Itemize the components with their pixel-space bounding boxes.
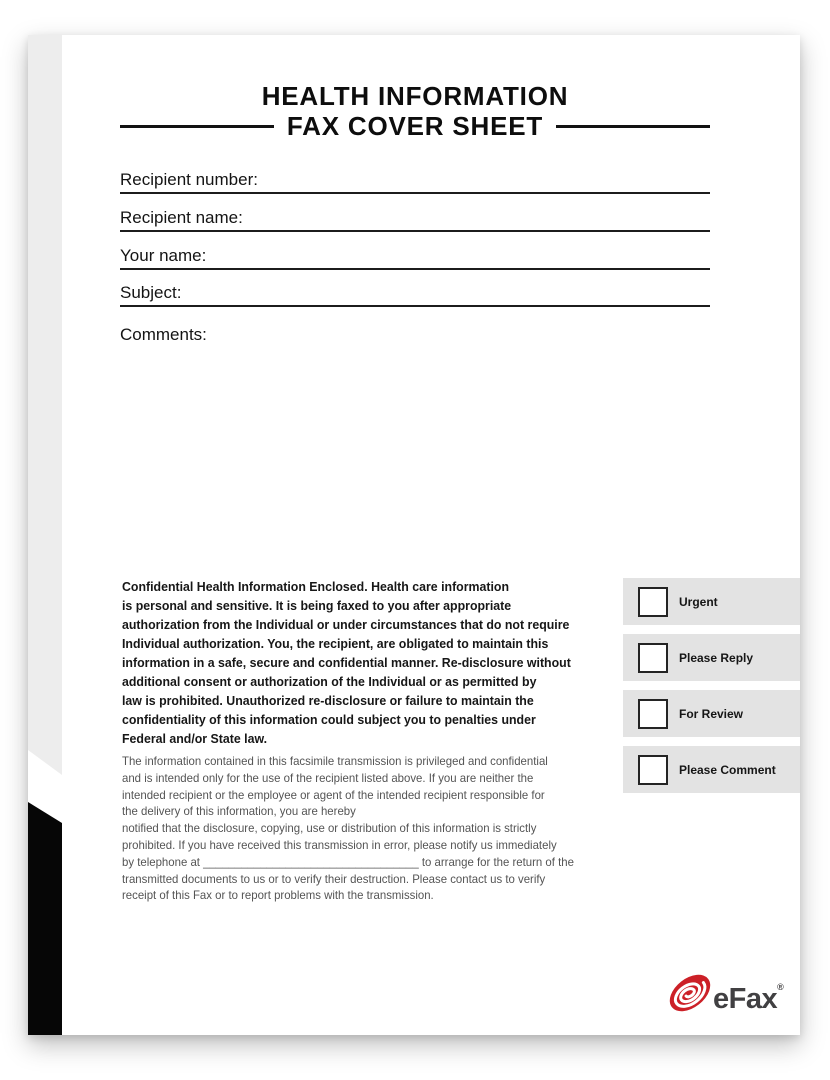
disclaimer-line: by telephone at __________________________________ to arrange for the return of the — [122, 854, 574, 869]
disclaimer-line: The information contained in this facsimile transmission is privileged and confidential — [122, 754, 548, 768]
disclaimer-line: prohibited. If you have received this transmission in error, please notify us immediately — [122, 837, 557, 852]
field-comments[interactable] — [120, 325, 710, 347]
title-block — [120, 81, 710, 141]
checkbox-label: Please Comment — [679, 762, 776, 777]
please-reply-checkbox[interactable] — [638, 643, 668, 673]
please-comment-checkbox[interactable] — [638, 755, 668, 785]
checkbox-label: For Review — [679, 706, 744, 721]
checkbox-row-please-comment — [623, 746, 800, 793]
disclaimer-line: receipt of this Fax or to report problems with the transmission. — [122, 888, 434, 903]
field-your-name[interactable] — [120, 246, 710, 270]
disclaimer-line: the delivery of this information, you are hereby — [122, 804, 356, 819]
disclaimer-line: transmitted documents to us or to verify their destruction. Please contact us to verify — [122, 871, 546, 886]
checkbox-label: Please Reply — [679, 650, 754, 665]
field-subject[interactable] — [120, 283, 710, 307]
notice-line: confidentiality of this information could subject you to penalties under — [122, 712, 536, 727]
field-label: Subject: — [120, 283, 182, 302]
for-review-checkbox[interactable] — [638, 699, 668, 729]
notice-line: Individual authorization. You, the recipient, are obligated to maintain this — [122, 636, 549, 651]
efax-logo — [664, 963, 783, 1023]
field-label: Recipient number: — [120, 170, 258, 189]
page-title-line1: HEALTH INFORMATION — [261, 81, 569, 111]
disclaimer-fine-print — [122, 753, 574, 904]
notice-line: is personal and sensitive. It is being faxed to you after appropriate — [122, 598, 512, 613]
page-title-line2: FAX COVER SHEET — [286, 110, 544, 141]
disclaimer-line: notified that the disclosure, copying, use or distribution of this information is strictly — [122, 821, 537, 836]
notice-line: information in a safe, secure and confidential manner. Re-disclosure without — [122, 655, 571, 670]
notice-line: law is prohibited. Unauthorized re-disclosure or failure to maintain the — [122, 693, 534, 708]
field-recipient-number[interactable] — [120, 170, 710, 194]
checkbox-row-please-reply — [623, 634, 800, 681]
left-accent-gray — [28, 35, 62, 775]
notice-line: Federal and/or State law. — [122, 731, 268, 746]
confidential-notice-bold — [122, 577, 571, 748]
notice-line: Confidential Health Information Enclosed. Health care information — [122, 579, 510, 594]
disclaimer-line: and is intended only for the use of the recipient listed above. If you are neither the — [122, 770, 534, 785]
title-right-rule — [556, 125, 710, 128]
notice-line: authorization from the Individual or under circumstances that do not require — [122, 617, 570, 632]
field-recipient-name[interactable] — [120, 208, 710, 232]
title-left-rule — [120, 125, 274, 128]
fax-cover-sheet-page — [28, 35, 800, 1035]
urgent-checkbox[interactable] — [638, 587, 668, 617]
disclaimer-line: intended recipient or the employee or agent of the intended recipient responsible for — [122, 787, 545, 802]
field-label: Your name: — [120, 246, 207, 265]
notice-line: additional consent or authorization of the Individual or as permitted by — [122, 674, 537, 689]
efax-swirl-icon — [664, 968, 720, 1018]
checkbox-label: Urgent — [679, 594, 718, 609]
left-accent-black — [28, 802, 62, 1035]
field-label: Comments: — [120, 325, 207, 344]
registered-mark: ® — [777, 982, 784, 992]
checkbox-row-urgent — [623, 578, 800, 625]
efax-wordmark: eFax® — [713, 982, 784, 1015]
field-label: Recipient name: — [120, 208, 243, 227]
checkbox-row-for-review — [623, 690, 800, 737]
